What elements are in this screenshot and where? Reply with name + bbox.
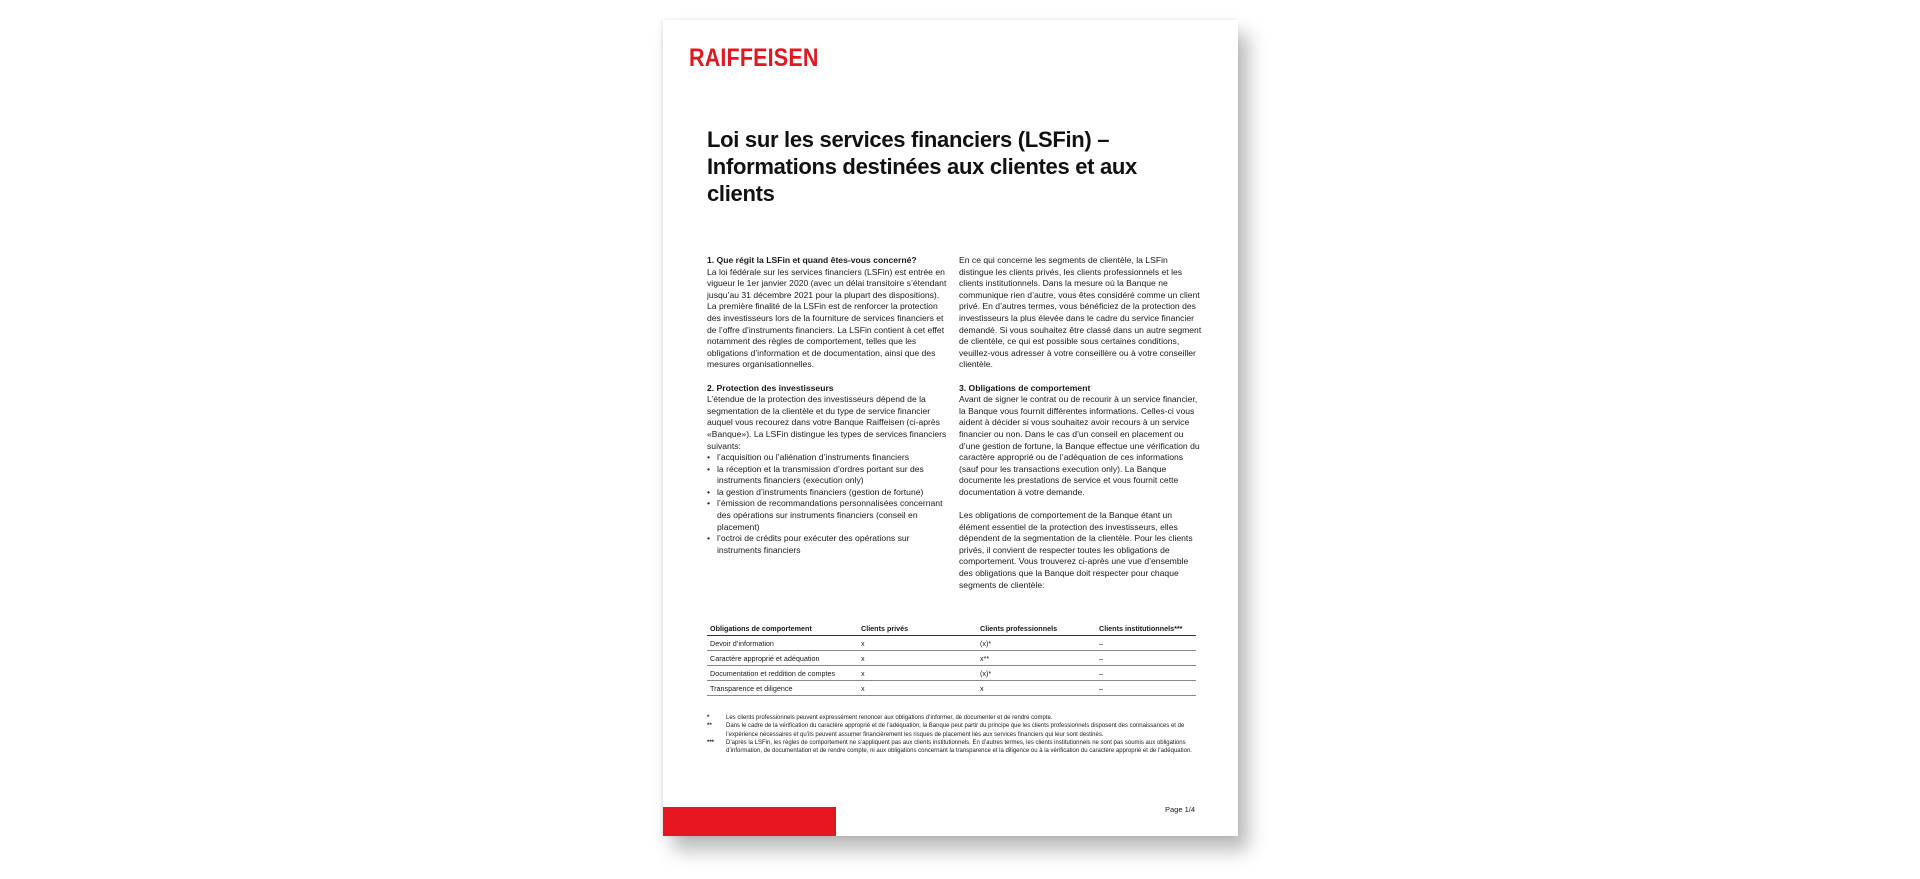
page-number: Page 1/4 [1164, 805, 1195, 814]
footnote [707, 714, 1197, 722]
services-list [707, 452, 948, 556]
table-row [707, 636, 1196, 651]
table-cell: x [858, 636, 977, 651]
table-header: Obligations de comportement [707, 622, 858, 636]
table-header-row [707, 622, 1196, 636]
section-2-text: L’étendue de la protection des investisseurs dépend de la segmentation de la clientèle et du type de service financier auquel vous recourez dans votre Banque Raiffeisen (ci-après «Banque»). La LSFin distingue les types de services financiers suivants: [707, 394, 947, 451]
table-row [707, 651, 1196, 666]
footnote [707, 722, 1197, 739]
table-cell: x [977, 681, 1096, 696]
list-item: • l’acquisition ou l’aliénation d’instruments financiers [707, 452, 948, 464]
table-header: Clients institutionnels*** [1096, 622, 1196, 636]
table-cell: – [1096, 666, 1196, 681]
section-2-heading: 2. Protection des investisseurs [707, 382, 834, 393]
table-cell: x [858, 681, 977, 696]
table-cell: Transparence et diligence [707, 681, 858, 696]
table-cell: Caractère approprié et adéquation [707, 651, 858, 666]
list-item: • la gestion d’instruments financiers (gestion de fortune) [707, 487, 948, 499]
table-cell: Devoir d’information [707, 636, 858, 651]
list-item: • l’octroi de crédits pour exécuter des opérations sur instruments financiers [707, 533, 948, 556]
raiffeisen-logo: RAIFFEISEN [689, 44, 819, 72]
obligations-paragraph: Les obligations de comportement de la Banque étant un élément essentiel de la protection des investisseurs, elles dépendent de la segmentation de la clientèle. Pour les clients privés, il convient de respecter toutes les obligations de comportement. Vous trouverez ci-après une vue d’ensemble des obligations que la Banque doit respecter pour chaque segments de clientèle: [959, 510, 1193, 590]
section-1-heading: 1. Que régit la LSFin et quand êtes-vous concerné? [707, 255, 917, 265]
page-title: Loi sur les services financiers (LSFin) – Informations destinées aux clientes et aux clients [707, 127, 1137, 206]
right-column [959, 255, 1203, 603]
footnote-text: Les clients professionnels peuvent expressément renoncer aux obligations d’informer, de documenter et de rendre compte. [726, 715, 1053, 721]
table-cell: – [1096, 651, 1196, 666]
footnote-text: Dans le cadre de la vérification du caractère approprié et de l’adéquation, la Banque peut partir du principe que les clients professionnels disposent des connaissances et de l’expérience nécessaires et qu’ils peuvent assumer financièrement les risques de placement liés aux services financiers qui leur sont destinés. [726, 723, 1185, 738]
section-3-text: Avant de signer le contrat ou de recourir à un service financier, la Banque vous fournit différentes informations. Celles-ci vous aident à décider si vous souhaitez avoir recours à un service financier ou non. Dans le cas d’un conseil en placement ou d’une gestion de fortune, la Banque effectue une vérification du caractère approprié ou de l’adéquation de ces informations (sauf pour les transactions execution only). La Banque documente les prestations de service et vous fournit cette documentation à votre demande. [959, 394, 1200, 497]
table-row [707, 666, 1196, 681]
document-page [663, 20, 1238, 836]
section-1-text: La loi fédérale sur les services financiers (LSFin) est entrée en vigueur le 1er janvier 2020 (avec un délai transitoire s’étendant jusqu’au 31 décembre 2021 pour la plupart des dispositions). La première finalité de la LSFin est de renforcer la protection des investisseurs lors de la fourniture de services financiers et de l’offre d’instruments financiers. La LSFin contient à cet effet notamment des règles de comportement, telles que les obligations d’information et de documentation, ainsi que des mesures organisationnelles. [707, 266, 947, 370]
table-row [707, 681, 1196, 696]
left-column [707, 255, 948, 556]
table-cell: (x)* [977, 636, 1096, 651]
footnote-mark: *** [707, 739, 715, 746]
table-cell: – [1096, 681, 1196, 696]
table-cell: (x)* [977, 666, 1096, 681]
footnotes [707, 714, 1197, 755]
list-item: • l’émission de recommandations personnalisées concernant des opérations sur instruments financiers (conseil en placement) [707, 498, 948, 533]
section-3-heading: 3. Obligations de comportement [959, 382, 1091, 393]
table-cell: – [1096, 636, 1196, 651]
footnote [707, 739, 1197, 756]
table-header: Clients privés [858, 622, 977, 636]
table-cell: x [858, 666, 977, 681]
table-header: Clients professionnels [977, 622, 1096, 636]
list-item: • la réception et la transmission d’ordres portant sur des instruments financiers (execution only) [707, 464, 948, 487]
segments-paragraph: En ce qui concerne les segments de clientèle, la LSFin distingue les clients privés, les clients professionnels et les clients institutionnels. Dans la mesure où la Banque ne communique rien d’autre, vous êtes considéré comme un client privé. En d’autres termes, vous bénéficiez de la protection des investisseurs la plus élevée dans le cadre du service financier demandé. Si vous souhaitez être classé dans un autre segment de clientèle, ce qui est possible sous certaines conditions, veuillez-vous adresser à votre conseillère ou à votre conseiller clientèle. [959, 255, 1202, 370]
footnote-text: D’après la LSFin, les règles de comportement ne s’appliquent pas aux clients institutionnels. En d’autres termes, les clients institutionnels ne sont pas soumis aux obligations d’information, de documentation et de rendre compte, ni aux obligations concernant la transparence et la diligence ou à la vérification du caractère approprié et de l’adéquation. [726, 739, 1192, 755]
footnote-mark: ** [707, 723, 712, 730]
table-cell: x** [977, 651, 1096, 666]
table-cell: Documentation et reddition de comptes [707, 666, 858, 681]
footnote-mark: * [707, 715, 710, 721]
obligations-table [707, 622, 1196, 696]
brand-red-bar [663, 807, 836, 836]
table-cell: x [858, 651, 977, 666]
